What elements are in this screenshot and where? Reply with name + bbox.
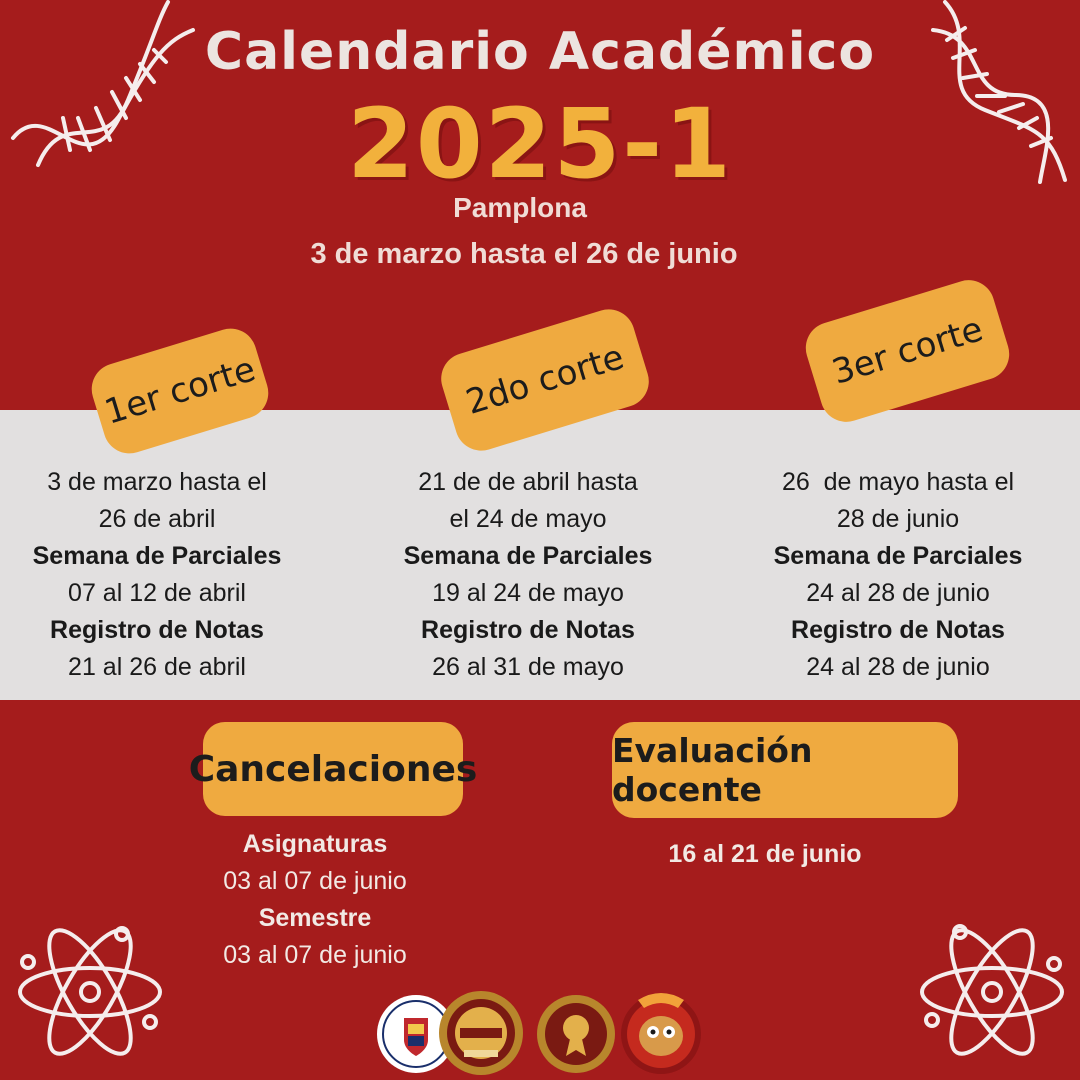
award-seal-logo bbox=[536, 994, 616, 1074]
corte-2-label: 2do corte bbox=[461, 337, 629, 423]
semester-date-range: 3 de marzo hasta el 26 de junio bbox=[310, 238, 738, 270]
corte-2-period-line2: el 24 de mayo bbox=[449, 505, 607, 533]
atom-icon bbox=[912, 912, 1072, 1072]
corte-2-parciales-dates: 19 al 24 de mayo bbox=[432, 579, 624, 607]
corte-3-notas-label: Registro de Notas bbox=[791, 616, 1005, 644]
corte-2-details bbox=[358, 464, 698, 686]
academic-period: 2025-1 bbox=[347, 88, 733, 200]
corte-3-parciales-dates: 24 al 28 de junio bbox=[806, 579, 990, 607]
corte-1-parciales-label: Semana de Parciales bbox=[32, 542, 282, 570]
campus-city: Pamplona bbox=[453, 192, 587, 223]
corte-3-label: 3er corte bbox=[827, 309, 988, 393]
asignaturas-dates: 03 al 07 de junio bbox=[223, 867, 407, 895]
corte-3-period-line2: 28 de junio bbox=[836, 505, 960, 533]
corte-3-period-line1: 26 de mayo hasta el bbox=[781, 468, 1015, 496]
corte-1-notas-label: Registro de Notas bbox=[50, 616, 264, 644]
corte-3-tag bbox=[799, 274, 1015, 429]
accreditation-logo bbox=[438, 990, 524, 1076]
semestre-dates: 03 al 07 de junio bbox=[223, 941, 407, 969]
cancelaciones-details bbox=[160, 826, 470, 974]
corte-1-period-line1: 3 de marzo hasta el bbox=[47, 468, 267, 496]
corte-1-parciales-dates: 07 al 12 de abril bbox=[68, 579, 246, 607]
corte-3-details bbox=[728, 464, 1068, 686]
corte-1-details bbox=[0, 464, 327, 686]
corte-2-parciales-label: Semana de Parciales bbox=[403, 542, 653, 570]
semestre-label: Semestre bbox=[258, 904, 372, 932]
corte-3-parciales-label: Semana de Parciales bbox=[773, 542, 1023, 570]
cancelaciones-pill bbox=[188, 722, 478, 816]
cancelaciones-label: Cancelaciones bbox=[188, 748, 478, 790]
asignaturas-label: Asignaturas bbox=[242, 830, 388, 858]
corte-3-notas-dates: 24 al 28 de junio bbox=[806, 653, 990, 681]
evaluacion-dates: 16 al 21 de junio bbox=[668, 840, 862, 868]
evaluacion-pill bbox=[612, 722, 958, 818]
corte-1-period-line2: 26 de abril bbox=[98, 505, 216, 533]
corte-1-label: 1er corte bbox=[100, 349, 260, 433]
quimica-mascot-logo bbox=[616, 986, 706, 1076]
corte-1-notas-dates: 21 al 26 de abril bbox=[68, 653, 246, 681]
corte-2-notas-dates: 26 al 31 de mayo bbox=[432, 653, 624, 681]
atom-icon bbox=[10, 912, 170, 1072]
page-title: Calendario Académico bbox=[204, 22, 876, 82]
corte-2-period-line1: 21 de de abril hasta bbox=[418, 468, 638, 496]
corte-2-notas-label: Registro de Notas bbox=[421, 616, 635, 644]
evaluacion-label: Evaluación docente bbox=[612, 731, 813, 809]
